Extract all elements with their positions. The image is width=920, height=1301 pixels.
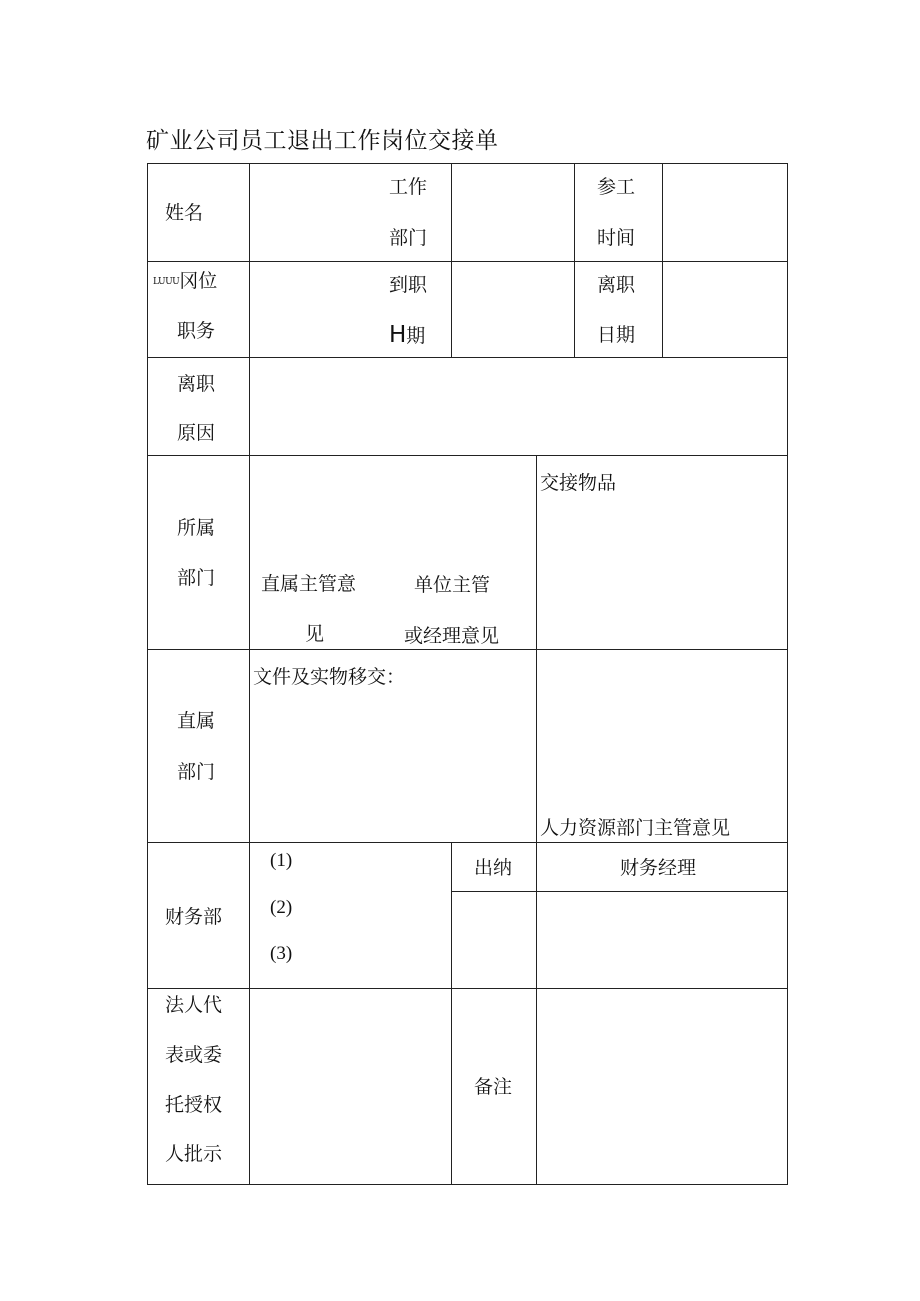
row4-bottom [147,649,788,650]
arrive-date-label-line1: 到职 [389,274,428,296]
finance-item-2: (2) [270,897,293,918]
leave-date-label-line1: 离职 [597,274,636,296]
remarks-input[interactable] [537,989,787,1184]
arrive-date-label-line2 [389,323,425,348]
border-right [787,163,788,1185]
finance-manager-sign-input[interactable] [537,892,787,988]
join-time-label-line2: 时间 [597,227,636,249]
leave-date-label-line2: 日期 [597,324,636,346]
post-label-line2: 职务 [177,320,216,342]
handover-items-label: 交接物品 [540,472,617,494]
belong-dept-label-line1: 所属 [177,517,216,539]
leave-reason-input[interactable] [250,358,787,455]
direct-dept-label-line1: 直属 [177,710,216,732]
leave-date-input[interactable] [663,262,787,357]
supervisor-opinion-line2: 见 [305,623,325,645]
row3-bottom [147,455,788,456]
belong-dept-label-line2: 部门 [177,567,216,589]
legal-rep-label-line2: 表或委 [165,1044,223,1066]
join-time-label-line1: 参工 [597,176,636,198]
cashier-label: 出纳 [474,857,513,879]
legal-rep-approval-input[interactable] [250,989,451,1184]
remarks-label: 备注 [474,1076,513,1098]
finance-dept-label: 财务部 [165,906,223,928]
arrive-date-qi: 期 [406,325,426,347]
leave-reason-label-line2: 原因 [177,422,216,444]
row5-bottom [147,842,788,843]
legal-rep-label-line1: 法人代 [165,994,223,1016]
join-time-input[interactable] [663,164,787,261]
cashier-sign-input[interactable] [452,892,536,988]
finance-item-3: (3) [270,943,293,964]
border-left [147,163,148,1185]
divider-b-top [574,163,575,358]
legal-rep-label-line3: 托授权 [165,1094,223,1116]
direct-dept-label-line2: 部门 [177,761,216,783]
arrive-date-h: H [389,322,407,348]
page-title: 矿业公司员工退出工作岗位交接单 [146,128,499,154]
name-label: 姓名 [165,202,204,224]
supervisor-opinion-line1: 直属主管意 [261,573,357,595]
finance-manager-label: 财务经理 [620,857,697,879]
work-dept-label-line1: 工作 [389,176,428,198]
legal-rep-label-line4: 人批示 [165,1143,223,1165]
border-bottom [147,1184,788,1185]
unit-head-opinion-line2: 或经理意见 [404,625,500,647]
file-transfer-label: 文件及实物移交： [253,666,406,688]
leave-reason-label-line1: 离职 [177,373,216,395]
post-label-line1 [153,269,217,294]
post-prefix: LUUU [153,277,180,287]
work-dept-input[interactable] [452,164,574,261]
work-dept-label-line2: 部门 [389,227,428,249]
unit-head-opinion-line1: 单位主管 [414,574,491,596]
arrive-date-input[interactable] [452,262,574,357]
hr-opinion-label: 人力资源部门主管意见 [540,817,731,839]
divider-mid-r45 [536,455,537,843]
finance-item-1: (1) [270,850,293,871]
post-label-text: 冈位 [179,270,218,292]
